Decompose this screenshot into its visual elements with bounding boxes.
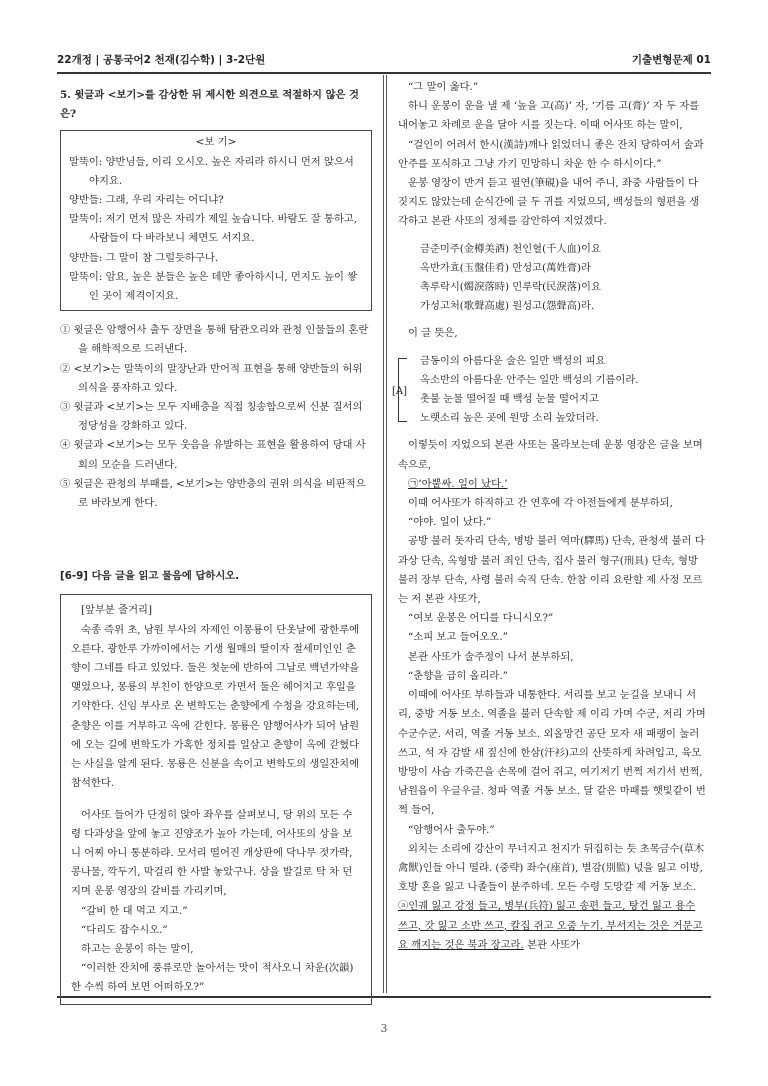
- a-line: 촛불 눈물 떨어질 때 백성 눈물 떨어지고: [420, 393, 599, 406]
- header-course-info: 22개정 | 공통국어2 천재(김수학) | 3-2단원: [57, 54, 266, 66]
- passage-line: “이러한 잔치에 풍류로만 놀아서는 맛이 적사오니 차운(次韻) 한 수씩 하여 보면 어떠하오?”: [71, 962, 354, 994]
- passage-line: “야야. 일이 났다.”: [408, 516, 492, 529]
- passage-box: [60, 594, 372, 1004]
- bogi-box: [60, 130, 372, 311]
- page-header: [57, 52, 711, 70]
- header-exam-title: 기출변형문제 01: [631, 54, 711, 66]
- passage-line: “여보 운봉은 어디를 다니시오?”: [408, 612, 554, 625]
- passage-paragraph: 외치는 소리에 강산이 무너지고 천지가 뒤집히는 듯 초목금수(草木禽獸)인들 아니 떨랴. (중략) 좌수(座首), 별감(別監) 넋을 잃고 이방, 호방 혼을 잃고 나졸들이 분주하네. 모든 수령 도망갈 제 거동 보소. ⓐ인궤 잃고 강정 들고, 병부(兵符) 잃고 송편 들고, 탕건 잃고 용수 쓰고, 갓 잃고 소반 쓰고, 칼집 쥐고 오줌 누기. 부서지는 것은 거문고요 깨지는 것은 북과 장고라. 본관 사또가: [398, 842, 705, 951]
- column-divider-right: [386, 75, 387, 993]
- passage-paragraph: 하니 운봉이 운을 낼 제 ‘높을 고(高)’ 자, ‘기름 고(膏)’ 자 두 자를 내어놓고 차례로 운을 달아 시를 짓는다. 이때 어사또 하는 말이,: [398, 100, 700, 132]
- passage-paragraph: 운봉 영장이 반겨 듣고 필연(筆硯)을 내어 주니, 좌중 사람들이 다 짓지도 않았는데 순식간에 글 두 귀를 지었으되, 백성들의 형편을 생각하고 본관 사또의 정체를 감안하여 지었겠다.: [398, 177, 700, 228]
- poem-line: 가성고처(歌聲高處) 원성고(怨聲高)라.: [420, 300, 595, 313]
- passage-line: “갈비 한 대 먹고 지고.”: [81, 904, 188, 917]
- passage-line: “다리도 잡수시오.”: [81, 923, 168, 936]
- left-column: [60, 86, 372, 1005]
- passage-paragraph: 이렇듯이 지었으되 본관 사또는 몰라보는데 운봉 영장은 글을 보며 속으로,: [398, 439, 703, 471]
- passage-line: “소피 보고 들어오오.”: [408, 631, 508, 644]
- bogi-line: 말뚝이: 저기 먼저 많은 자리가 제일 높습니다. 바람도 잘 통하고, 사람들이 다 바라보니 체면도 서지요.: [69, 213, 358, 245]
- a-line: 옥소반의 아름다운 안주는 일만 백성의 기름이라.: [420, 373, 639, 386]
- passage-paragraph: 어사또 들어가 단정히 앉아 좌우를 살펴보니, 당 위의 모든 수령 다과상을 앞에 놓고 진양조가 높아 가는데, 어사또의 상을 보니 어찌 아니 통분하랴. 모서리 떨어진 개상판에 닥나무 젓가락, 콩나물, 깍두기, 막걸리 한 사발 놓았구나. 상을 발길로 탁 차 던지며 운봉 영장의 갈비를 가리키며,: [71, 808, 353, 898]
- passage-line: “그 말이 옳다.”: [408, 81, 479, 93]
- section-6-9-title: [6-9] 다음 글을 읽고 물음에 답하시오.: [60, 570, 240, 583]
- question-5-stem: 5. 윗글과 <보기>를 감상한 뒤 제시한 의견으로 적절하지 않은 것은?: [60, 89, 359, 121]
- passage-paragraph: 이때에 어사또 부하들과 내통한다. 서리를 보고 눈길을 보내니 서리, 중방 거동 보소. 역졸을 불러 단속할 제 이리 가며 수군, 저리 가며 수군수군. 서리, 역졸 거동 보소. 외올망건 공단 모자 새 패랭이 눌러쓰고, 석 자 감발 새 짚신에 한삼(汗衫)고의 산뜻하게 차려입고, 육모 방망이 사슴 가죽끈을 손목에 걸어 쥐고, 여기저기 번쩍 저기서 번쩍, 남원읍이 우글우글. 청파 역졸 거동 보소. 달 같은 마패를 햇빛같이 번쩍 들어,: [398, 689, 706, 817]
- column-divider-left: [383, 75, 384, 993]
- poem-line: 촉루락시(燭淚落時) 민루락(民淚落)이요: [420, 281, 601, 294]
- passage-line: “춘향을 급히 올리라.”: [408, 669, 508, 682]
- passage-line: “암행어사 출두야.”: [408, 823, 495, 836]
- option-4[interactable]: ④ 윗글과 <보기>는 모두 웃음을 유발하는 표현을 활용하여 당대 사회의 모순을 드러낸다.: [60, 439, 366, 471]
- bogi-line: 양반들: 그래, 우리 자리는 어디냐?: [69, 194, 224, 207]
- underline-giyeok: ㉠‘아뿔싸. 일이 났다.’: [408, 477, 508, 490]
- poem-line: 옥반가효(玉盤佳肴) 만성고(萬姓膏)라: [420, 261, 591, 274]
- passage-line: 본관 사또가 술주정이 나서 분부하되,: [408, 650, 574, 663]
- bracket-a-label: [A]: [392, 385, 408, 397]
- summary-text: 숙종 즉위 초, 남원 부사의 자제인 이몽룡이 단옷날에 광한루에 오른다. 광한루 가까이에서는 기생 월매의 딸이자 절세미인인 춘향이 그네를 타고 있었다. 둘은 첫눈에 반하여 그날로 백년가약을 맺었으나, 몽룡의 부친이 한양으로 가면서 둘은 헤어지고 후일을 기약한다. 신임 부사로 온 변학도는 춘향에게 수청을 강요하는데, 춘향은 이를 거부하고 옥에 갇힌다. 몽룡은 암행어사가 되어 남원에 오는 길에 변학도가 가혹한 정치를 일삼고 춘향이 옥에 갇혔다는 사실을 알게 된다. 몽룡은 신분을 속이고 변학도의 생일잔치에 참석한다.: [71, 623, 360, 790]
- bogi-caption: <보 기>: [195, 136, 237, 149]
- question-5-options: [60, 321, 372, 513]
- passage-line: 하고는 운봉이 하는 말이,: [81, 942, 194, 955]
- passage-paragraph: “걸인이 어려서 한시(漢詩)깨나 읽었더니 좋은 잔치 당하여서 술과 안주를 포식하고 그냥 가기 민망하니 차운 한 수 하시이다.”: [398, 138, 704, 170]
- a-line: 노랫소리 높은 곳에 원망 소리 높았더라.: [420, 412, 599, 425]
- poem-line: 금준미주(金樽美酒) 천인혈(千人血)이요: [420, 242, 601, 255]
- hanja-poem: [398, 240, 708, 317]
- option-2[interactable]: ② <보기>는 말뚝이의 말장난과 반어적 표현을 통해 양반들의 허위의식을 풍자하고 있다.: [60, 362, 363, 394]
- option-5[interactable]: ⑤ 윗글은 관청의 부패를, <보기>는 양반층의 권위 의식을 비판적으로 바라보게 한다.: [60, 477, 366, 510]
- right-column: [392, 78, 708, 955]
- passage-paragraph: 이때 어사또가 하직하고 간 연후에 각 아전들에게 분부하되,: [408, 497, 673, 510]
- header-rule: [57, 72, 711, 74]
- bogi-line: 말뚝이: 암요, 높은 분들은 높은 데만 좋아하시니, 먼지도 높이 쌓인 곳이 제격이지요.: [69, 270, 358, 303]
- option-3[interactable]: ③ 윗글과 <보기>는 모두 지배층을 직접 칭송함으로써 신분 질서의 정당성을 강화하고 있다.: [60, 401, 363, 433]
- bogi-line: 말뚝이: 양반님들, 이리 오시오. 높은 자리라 하시니 먼저 앉으셔야지요.: [69, 155, 354, 187]
- summary-title: [앞부분 줄거리]: [81, 604, 152, 617]
- option-1[interactable]: ① 윗글은 암행어사 출두 장면을 통해 탐관오리와 관청 인물들의 혼란을 해학적으로 드러낸다.: [60, 324, 369, 356]
- bracket-a-block: [392, 352, 708, 429]
- meaning-intro: 이 글 뜻은,: [408, 327, 458, 340]
- underline-a: ⓐ인궤 잃고 강정 들고, 병부(兵符) 잃고 송편 들고, 탕건 잃고 용수 쓰고, 갓 잃고 소반 쓰고, 칼집 쥐고 오줌 누기. 부서지는 것은 거문고요 깨지는 것은 북과 장고라.: [398, 900, 703, 951]
- passage-paragraph: 공방 불러 돗자리 단속, 병방 불러 역마(驛馬) 단속, 관청색 불러 다과상 단속, 옥형방 불러 죄인 단속, 집사 불러 형구(刑具) 단속, 형방 불러 장부 단속, 사령 불러 숙직 단속. 한참 이리 요란할 제 사정 모르는 저 본관 사또가,: [398, 535, 705, 606]
- bogi-line: 양반들: 그 말이 참 그럴듯하구나.: [69, 251, 219, 264]
- a-line: 금동이의 아름다운 술은 일만 백성의 피요: [420, 354, 606, 367]
- page-number: 3: [380, 1022, 388, 1035]
